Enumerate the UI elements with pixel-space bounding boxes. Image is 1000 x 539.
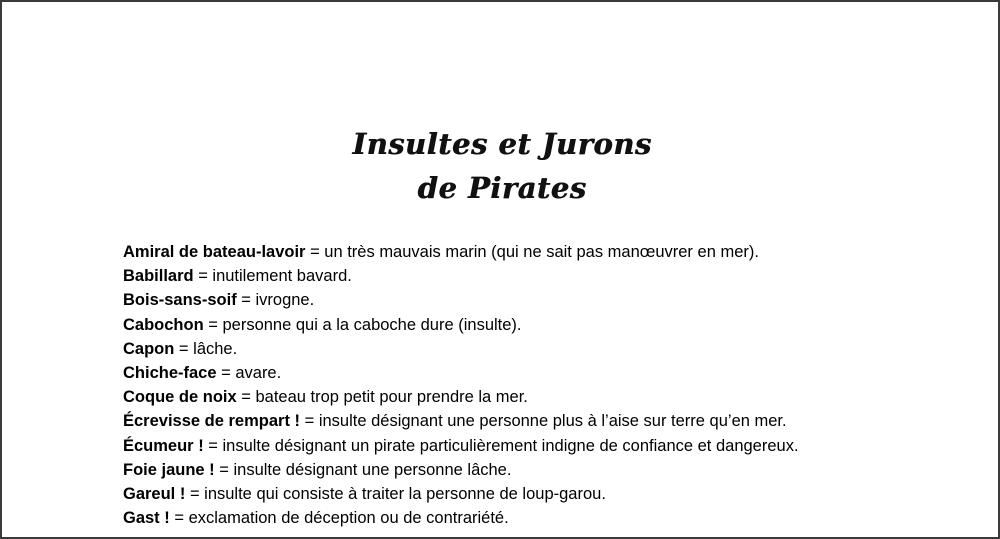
entry-definition: = ivrogne. [236, 291, 315, 310]
document-title [2, 122, 1000, 210]
entry-definition: = insulte désignant un pirate particulièrement indigne de confiance et dangereux. [203, 436, 799, 455]
entry-term: Capon [123, 339, 175, 358]
entry-term: Écrevisse de rempart ! [123, 412, 301, 431]
entry-definition: = insulte désignant une personne lâche. [214, 460, 512, 479]
glossary-entry [123, 385, 983, 409]
entry-term: Foie jaune ! [123, 460, 215, 479]
entry-term: Amiral de bateau-lavoir [123, 243, 306, 261]
glossary-entry [123, 482, 983, 506]
entry-definition: = inutilement bavard. [193, 267, 352, 286]
entry-definition: = avare. [216, 364, 282, 383]
glossary-entry [123, 434, 983, 458]
entry-term: Gareul ! [123, 485, 186, 504]
entry-definition: = lâche. [174, 339, 238, 358]
entry-term: Gast ! [123, 509, 170, 528]
entry-term: Babillard [123, 267, 194, 286]
entry-term: Coque de noix [123, 388, 237, 407]
glossary-entry [123, 264, 983, 288]
glossary-list [123, 240, 983, 530]
entry-term: Écumeur ! [123, 436, 204, 455]
title-line-1: Insultes et Jurons [352, 127, 652, 161]
glossary-entry [123, 313, 983, 337]
entry-definition: = exclamation de déception ou de contrariété. [169, 509, 509, 528]
entry-term: Bois-sans-soif [123, 291, 237, 310]
entry-definition: = personne qui a la caboche dure (insulte). [203, 315, 522, 334]
entry-definition: = bateau trop petit pour prendre la mer. [236, 388, 528, 407]
entry-term: Cabochon [123, 315, 204, 334]
glossary-entry [123, 337, 983, 361]
glossary-entry [123, 506, 983, 530]
glossary-entry [123, 240, 983, 264]
entry-term: Chiche-face [123, 364, 217, 383]
entry-definition: = insulte désignant une personne plus à l’aise sur terre qu’en mer. [300, 412, 787, 431]
entry-definition: = un très mauvais marin (qui ne sait pas manœuvrer en mer). [305, 243, 759, 261]
glossary-entry [123, 288, 983, 312]
entry-definition: = insulte qui consiste à traiter la personne de loup-garou. [185, 485, 606, 504]
glossary-entry [123, 409, 983, 433]
glossary-entry [123, 361, 983, 385]
glossary-entry [123, 458, 983, 482]
title-line-2: de Pirates [417, 171, 587, 205]
